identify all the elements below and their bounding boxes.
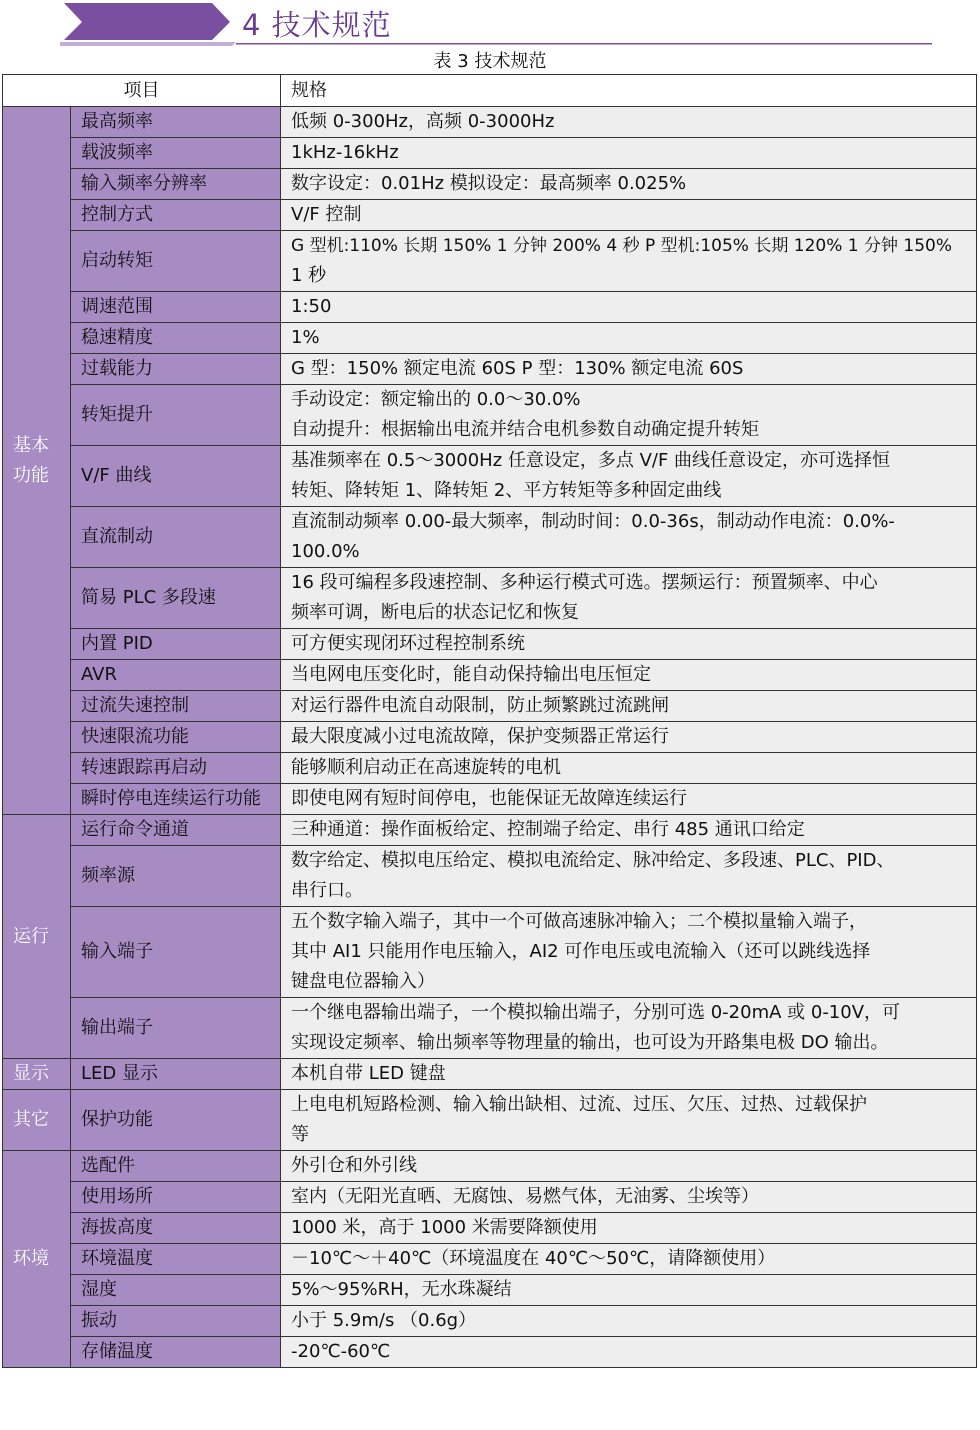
table-row [3, 691, 977, 722]
value-line: G 型：150% 额定电流 60S P 型：130% 额定电流 60S [291, 358, 744, 379]
value-cell [281, 1337, 977, 1368]
header-item: 项目 [3, 75, 281, 107]
group-label [3, 1090, 71, 1151]
value-line: 直流制动频率 0.00-最大频率，制动时间：0.0-36s，制动动作电流：0.0%- [291, 511, 895, 532]
value-line: 手动设定：额定输出的 0.0～30.0% [291, 389, 581, 410]
table-row [3, 138, 977, 169]
value-line: 当电网电压变化时，能自动保持输出电压恒定 [291, 664, 651, 685]
value-line: 低频 0-300Hz，高频 0-3000Hz [291, 111, 555, 132]
value-cell [281, 231, 977, 292]
table-row [3, 1182, 977, 1213]
item-cell: 过载能力 [71, 354, 281, 385]
value-line: 对运行器件电流自动限制，防止频繁跳过流跳闸 [291, 695, 669, 716]
value-line: 最大限度减小过电流故障，保护变频器正常运行 [291, 726, 669, 747]
item-cell: 振动 [71, 1306, 281, 1337]
value-line: 等 [291, 1124, 309, 1145]
table-row [3, 815, 977, 846]
value-cell [281, 1244, 977, 1275]
table-row [3, 722, 977, 753]
value-line: 上电电机短路检测、输入输出缺相、过流、过压、欠压、过热、过载保护 [291, 1094, 867, 1115]
value-line: V/F 控制 [291, 204, 362, 225]
table-row [3, 998, 977, 1059]
value-cell [281, 629, 977, 660]
value-cell [281, 907, 977, 998]
value-line: 键盘电位器输入） [291, 971, 435, 992]
table-row [3, 1275, 977, 1306]
value-line: 数字设定：0.01Hz 模拟设定：最高频率 0.025% [291, 173, 687, 194]
item-cell: 稳速精度 [71, 323, 281, 354]
value-line: 1:50 [291, 296, 332, 317]
value-line: 一个继电器输出端子，一个模拟输出端子，分别可选 0-20mA 或 0-10V，可 [291, 1002, 901, 1023]
value-cell [281, 385, 977, 446]
item-cell: 控制方式 [71, 200, 281, 231]
section-header [0, 0, 980, 46]
value-cell [281, 323, 977, 354]
table-row [3, 200, 977, 231]
value-cell [281, 1090, 977, 1151]
value-cell [281, 660, 977, 691]
table-row [3, 1090, 977, 1151]
table-row [3, 784, 977, 815]
value-cell [281, 507, 977, 568]
table-row [3, 753, 977, 784]
item-cell: 环境温度 [71, 1244, 281, 1275]
header-banner-icon [0, 0, 980, 46]
value-cell [281, 568, 977, 629]
item-cell: 简易 PLC 多段速 [71, 568, 281, 629]
item-cell: 调速范围 [71, 292, 281, 323]
value-line: 可方便实现闭环过程控制系统 [291, 633, 525, 654]
value-line: 转矩、降转矩 1、降转矩 2、平方转矩等多种固定曲线 [291, 480, 722, 501]
item-cell: 直流制动 [71, 507, 281, 568]
table-row [3, 231, 977, 292]
value-cell [281, 691, 977, 722]
table-row [3, 446, 977, 507]
value-cell [281, 722, 977, 753]
table-row [3, 1337, 977, 1368]
item-cell: 输入端子 [71, 907, 281, 998]
item-cell: 内置 PID [71, 629, 281, 660]
group-label [3, 815, 71, 1059]
value-line: 1% [291, 327, 320, 348]
value-cell [281, 354, 977, 385]
item-cell: V/F 曲线 [71, 446, 281, 507]
item-cell: 运行命令通道 [71, 815, 281, 846]
spec-table [2, 74, 977, 1368]
group-label-text: 环境 [13, 1248, 49, 1269]
group-label [3, 1151, 71, 1368]
value-line: －10℃～＋40℃（环境温度在 40℃～50℃，请降额使用） [291, 1248, 776, 1269]
item-cell: 启动转矩 [71, 231, 281, 292]
value-line: 1 秒 [291, 265, 327, 286]
table-row [3, 629, 977, 660]
value-line: 自动提升：根据输出电流并结合电机参数自动确定提升转矩 [291, 419, 759, 440]
value-line: 频率可调，断电后的状态记忆和恢复 [291, 602, 579, 623]
value-line: 串行口。 [291, 880, 363, 901]
group-label-text: 其它 [13, 1109, 49, 1130]
table-row [3, 169, 977, 200]
value-line: -20℃-60℃ [291, 1341, 391, 1362]
table-row [3, 385, 977, 446]
item-cell: 最高频率 [71, 107, 281, 138]
item-cell: 湿度 [71, 1275, 281, 1306]
table-header-row [3, 75, 977, 107]
value-cell [281, 998, 977, 1059]
value-cell [281, 1306, 977, 1337]
item-cell: 输入频率分辨率 [71, 169, 281, 200]
value-line: 室内（无阳光直晒、无腐蚀、易燃气体，无油雾、尘埃等） [291, 1186, 759, 1207]
value-cell [281, 753, 977, 784]
value-line: 1kHz-16kHz [291, 142, 399, 163]
table-row [3, 1306, 977, 1337]
table-row [3, 568, 977, 629]
table-row [3, 292, 977, 323]
value-line: 16 段可编程多段速控制、多种运行模式可选。摆频运行：预置频率、中心 [291, 572, 878, 593]
item-cell: 输出端子 [71, 998, 281, 1059]
item-cell: 快速限流功能 [71, 722, 281, 753]
group-label [3, 1059, 71, 1090]
value-cell [281, 1059, 977, 1090]
value-line: 五个数字输入端子，其中一个可做高速脉冲输入；二个模拟量输入端子， [291, 911, 867, 932]
value-line: 基准频率在 0.5～3000Hz 任意设定，多点 V/F 曲线任意设定，亦可选择恒 [291, 450, 891, 471]
table-row [3, 660, 977, 691]
value-cell [281, 784, 977, 815]
group-label-text: 显示 [13, 1063, 49, 1084]
value-line: 1000 米，高于 1000 米需要降额使用 [291, 1217, 598, 1238]
table-row [3, 846, 977, 907]
value-cell [281, 815, 977, 846]
value-line: 100.0% [291, 541, 360, 562]
item-cell: 载波频率 [71, 138, 281, 169]
table-row [3, 107, 977, 138]
value-line: 本机自带 LED 键盘 [291, 1063, 446, 1084]
table-row [3, 1059, 977, 1090]
table-row [3, 354, 977, 385]
group-label-text: 基本 [13, 434, 49, 456]
group-label-text: 功能 [13, 464, 49, 486]
item-cell: 瞬时停电连续运行功能 [71, 784, 281, 815]
item-cell: 频率源 [71, 846, 281, 907]
value-cell [281, 1213, 977, 1244]
section-title: 4 技术规范 [242, 8, 392, 42]
value-cell [281, 107, 977, 138]
value-cell [281, 846, 977, 907]
table-row [3, 907, 977, 998]
header-spec: 规格 [281, 75, 977, 107]
item-cell: LED 显示 [71, 1059, 281, 1090]
table-caption: 表 3 技术规范 [433, 51, 547, 72]
table-row [3, 1213, 977, 1244]
item-cell: 过流失速控制 [71, 691, 281, 722]
table-row [3, 507, 977, 568]
value-cell [281, 200, 977, 231]
group-label [3, 107, 71, 815]
item-cell: 使用场所 [71, 1182, 281, 1213]
value-line: 能够顺利启动正在高速旋转的电机 [291, 757, 561, 778]
item-cell: 存储温度 [71, 1337, 281, 1368]
item-cell: 转速跟踪再启动 [71, 753, 281, 784]
item-cell: 选配件 [71, 1151, 281, 1182]
value-line: 数字给定、模拟电压给定、模拟电流给定、脉冲给定、多段速、PLC、PID、 [291, 850, 895, 871]
value-cell [281, 1151, 977, 1182]
value-cell [281, 138, 977, 169]
value-line: 即使电网有短时间停电，也能保证无故障连续运行 [291, 788, 687, 809]
value-cell [281, 169, 977, 200]
item-cell: 海拔高度 [71, 1213, 281, 1244]
value-line: 三种通道：操作面板给定、控制端子给定、串行 485 通讯口给定 [291, 819, 805, 840]
value-line: 外引仓和外引线 [291, 1155, 417, 1176]
value-cell [281, 446, 977, 507]
table-row [3, 1244, 977, 1275]
value-cell [281, 292, 977, 323]
table-row [3, 1151, 977, 1182]
value-line: G 型机:110% 长期 150% 1 分钟 200% 4 秒 P 型机:105% 长期 120% 1 分钟 150% [291, 236, 952, 256]
value-cell [281, 1275, 977, 1306]
value-line: 其中 AI1 只能用作电压输入，AI2 可作电压或电流输入（还可以跳线选择 [291, 941, 871, 962]
value-line: 小于 5.9m/s （0.6g） [291, 1310, 477, 1331]
table-row [3, 323, 977, 354]
value-cell [281, 1182, 977, 1213]
item-cell: 转矩提升 [71, 385, 281, 446]
item-cell: 保护功能 [71, 1090, 281, 1151]
item-cell: AVR [71, 660, 281, 691]
group-label-text: 运行 [13, 925, 49, 947]
value-line: 5%～95%RH，无水珠凝结 [291, 1279, 512, 1300]
value-line: 实现设定频率、输出频率等物理量的输出，也可设为开路集电极 DO 输出。 [291, 1032, 889, 1053]
